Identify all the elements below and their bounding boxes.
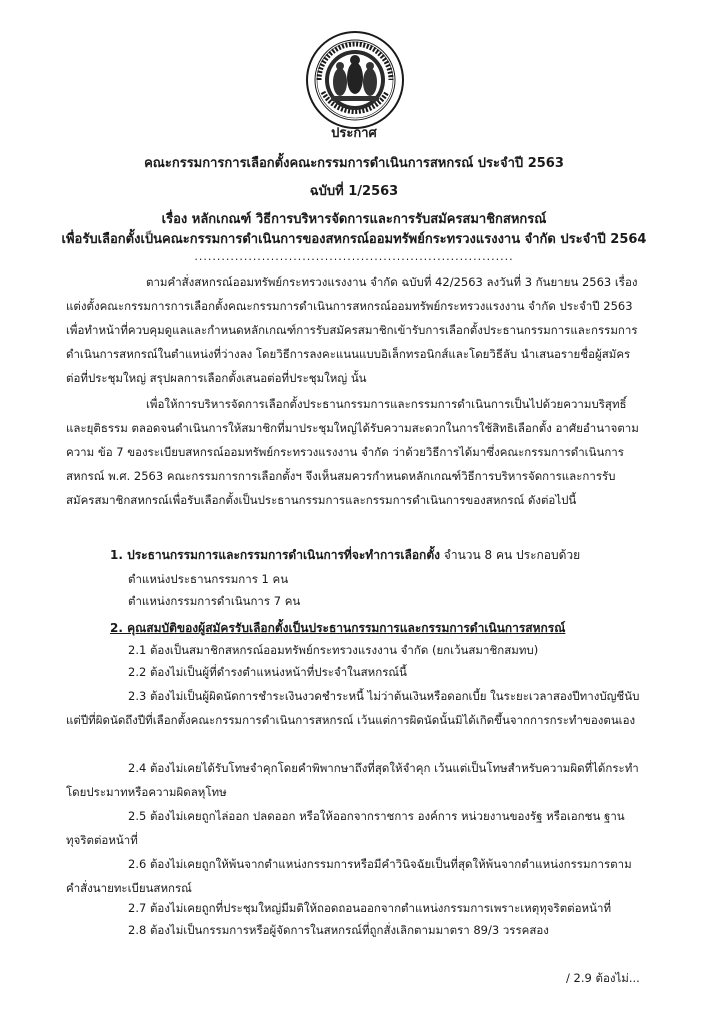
section-1-item-board: ตำแหน่งกรรมการดำเนินการ 7 คน <box>128 594 301 608</box>
announcement-number: ฉบับที่ 1/2563 <box>309 184 399 199</box>
section-1-heading-rest: จำนวน 8 คน ประกอบด้วย <box>439 548 581 562</box>
separator-line: ....................................................................... <box>194 250 514 263</box>
section-1-heading-bold: 1. ประธานกรรมการและกรรมการดำเนินการที่จะทำการเลือกตั้ง <box>110 548 440 562</box>
body-paragraph-2: เพื่อให้การบริหารจัดการเลือกตั้งประธานกรรมการและกรรมการดำเนินการเป็นไปด้วยความบริสุทธิ์และยุติธรรม ตลอดจนดำเนินการให้สมาชิกที่มาประชุมใหญ่ได้รับความสะดวกในการใช้สิทธิเลือกตั้ง อาศัยอำนาจตามความ ข้อ 7 ของระเบียบสหกรณ์ออมทรัพย์กระทรวงแรงงาน จำกัด ว่าด้วยวิธีการได้มาซึ่งคณะกรรมการดำเนินการสหกรณ์ พ.ศ. 2563 คณะกรรมการการเลือกตั้งฯ จึงเห็นสมควรกำหนดหลักเกณฑ์วิธีการบริหารจัดการและการรับสมัครสมาชิกสหกรณ์เพื่อรับเลือกตั้งเป็นประธานกรรมการและกรรมการดำเนินการของสหกรณ์ ดังต่อไปนี้ <box>66 397 639 507</box>
continued-marker: / 2.9 ต้องไม่... <box>566 971 640 985</box>
body-paragraph-1: ตามคำสั่งสหกรณ์ออมทรัพย์กระทรวงแรงงาน จำกัด ฉบับที่ 42/2563 ลงวันที่ 3 กันยายน 2563 เรื่อง แต่งตั้งคณะกรรมการการเลือกตั้งคณะกรรมการดำเนินการสหกรณ์ออมทรัพย์กระทรวงแรงงาน จำกัด ประจำปี 2563 เพื่อทำหน้าที่ควบคุมดูแลและกำหนดหลักเกณฑ์การรับสมัครสมาชิกเข้ารับการเลือกตั้งประธานกรรมการและกรรมการดำเนินการสหกรณ์ในตำแหน่งที่ว่างลง โดยวิธีการลงคะแนนแบบอิเล็กทรอนิกส์และโดยวิธีลับ นำเสนอรายชื่อผู้สมัครต่อที่ประชุมใหญ่ สรุปผลการเลือกตั้งเสนอต่อที่ประชุมใหญ่ นั้น <box>66 275 638 385</box>
section-2-item-1: 2.1 ต้องเป็นสมาชิกสหกรณ์ออมทรัพย์กระทรวงแรงงาน จำกัด (ยกเว้นสมาชิกสมทบ) <box>128 643 539 657</box>
announcement-title: ประกาศ <box>331 126 377 141</box>
section-2-item-5: 2.5 ต้องไม่เคยถูกไล่ออก ปลดออก หรือให้ออกจากราชการ องค์การ หน่วยงานของรัฐ หรือเอกชน ฐานทุจริตต่อหน้าที่ <box>66 809 625 847</box>
section-1-heading <box>110 545 580 565</box>
section-2-heading: 2. คุณสมบัติของผู้สมัครรับเลือกตั้งเป็นประธานกรรมการและกรรมการดำเนินการสหกรณ์ <box>110 621 566 635</box>
committee-title: คณะกรรมการการเลือกตั้งคณะกรรมการดำเนินการสหกรณ์ ประจำปี 2563 <box>144 156 564 171</box>
section-2-item-2: 2.2 ต้องไม่เป็นผู้ที่ดำรงตำแหน่งหน้าที่ประจำในสหกรณ์นี้ <box>128 665 407 679</box>
section-2-item-4: 2.4 ต้องไม่เคยได้รับโทษจำคุกโดยคำพิพากษาถึงที่สุดให้จำคุก เว้นแต่เป็นโทษสำหรับความผิดที่ได้กระทำโดยประมาทหรือความผิดลหุโทษ <box>66 761 639 799</box>
section-2-item-8: 2.8 ต้องไม่เป็นกรรมการหรือผู้จัดการในสหกรณ์ที่ถูกสั่งเลิกตามมาตรา 89/3 วรรคสอง <box>128 923 549 937</box>
section-1-item-president: ตำแหน่งประธานกรรมการ 1 คน <box>128 572 289 586</box>
section-2-item-3: 2.3 ต้องไม่เป็นผู้ผิดนัดการชำระเงินงวดชำระหนี้ ไม่ว่าต้นเงินหรือดอกเบี้ย ในระยะเวลาสองปีทางบัญชีนับแต่ปีที่ผิดนัดถึงปีที่เลือกตั้งคณะกรรมการดำเนินการสหกรณ์ เว้นแต่การผิดนัดนั้นมิได้เกิดขึ้นจากการกระทำของตนเอง <box>66 689 640 727</box>
section-2-item-6: 2.6 ต้องไม่เคยถูกให้พ้นจากตำแหน่งกรรมการหรือมีคำวินิจฉัยเป็นที่สุดให้พ้นจากตำแหน่งกรรมการตามคำสั่งนายทะเบียนสหกรณ์ <box>66 857 632 895</box>
section-2-item-7: 2.7 ต้องไม่เคยถูกที่ประชุมใหญ่มีมติให้ถอดถอนออกจากตำแหน่งกรรมการเพราะเหตุทุจริตต่อหน้าที่ <box>128 901 612 915</box>
subject-line-2: เพื่อรับเลือกตั้งเป็นคณะกรรมการดำเนินการของสหกรณ์ออมทรัพย์กระทรวงแรงงาน จำกัด ประจำปี 2564 <box>61 232 647 247</box>
cooperative-seal-logo <box>305 30 405 130</box>
subject-line: เรื่อง หลักเกณฑ์ วิธีการบริหารจัดการและการรับสมัครสมาชิกสหกรณ์ <box>161 212 547 227</box>
